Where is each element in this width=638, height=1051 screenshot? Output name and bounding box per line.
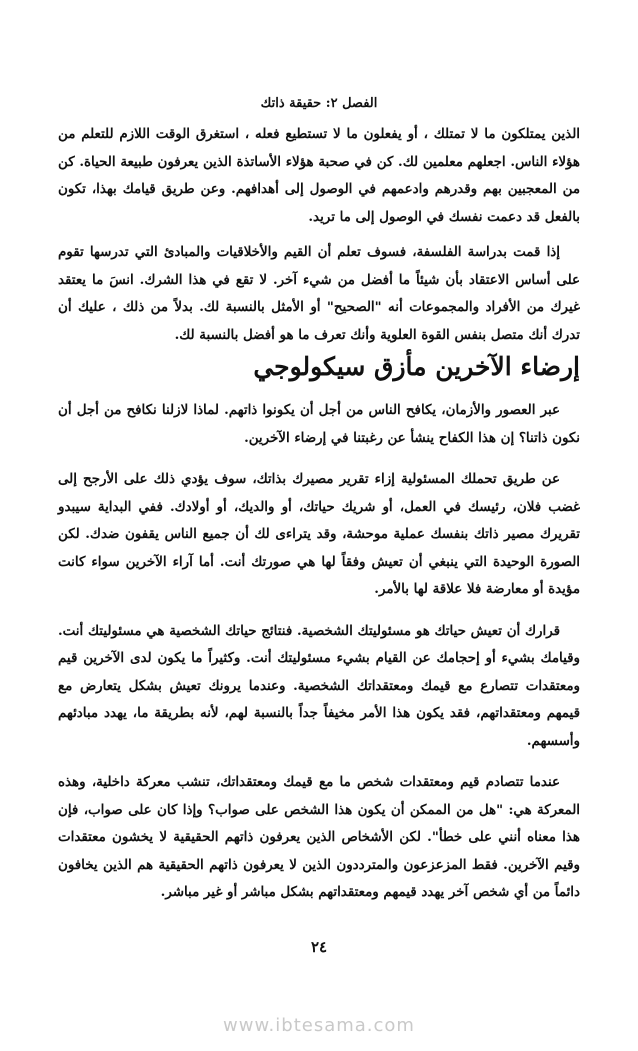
- paragraph: الذين يمتلكون ما لا تمتلك ، أو يفعلون ما لا تستطيع فعله ، استغرق الوقت اللازم للتعلم من هؤلاء الناس. اجعلهم معلمين لك. كن في صحبة هؤلاء الأساتذة الذين يعرفون طبيعة الحياة. كن من المعجبين بهم وقدرهم وادعمهم في الوصول إلى أهدافهم. وعن طريق قيامك بهذا، تكون بالفعل قد دعمت نفسك في الوصول إلى ما تريد.: [58, 126, 580, 225]
- book-page: [58, 0, 580, 1051]
- paragraph: قرارك أن تعيش حياتك هو مسئوليتك الشخصية. فنتائج حياتك الشخصية هي مسئوليتك أنت. وقيامك بشيء أو إحجامك عن القيام بشيء مسئوليتك أنت. وكثيراً ما يكون لدى الآخرين قيم ومعتقدات تتصارع مع قيمك ومعتقداتك الشخصية. وعندما يرونك تعيش بشكل يتعارض مع قيمهم ومعتقداتهم، فقد يكون هذا الأمر مخيفاً جداً بالنسبة لهم، لأنه بطريقة ما، يهدد مبادئهم وأسسهم.: [58, 622, 580, 749]
- website-watermark: www.ibtesama.com: [223, 1015, 415, 1036]
- paragraph: عندما تتصادم قيم ومعتقدات شخص ما مع قيمك ومعتقداتك، تنشب معركة داخلية، وهذه المعركة هي: "هل من الممكن أن يكون هذا الشخص على صواب؟ وإذا كان على صواب، فإن هذا معناه أنني على خطأ". لكن الأشخاص الذين يعرفون ذاتهم الحقيقية لا يخشون معتقدات وقيم الآخرين. فقط المزعزعون والمترددون الذين لا يعرفون ذاتهم الحقيقية هم الذين يخافون دائماً من أي شخص آخر يهدد قيمهم ومعتقداتهم بشكل مباشر أو غير مباشر.: [58, 774, 580, 900]
- paragraph: عبر العصور والأزمان، يكافح الناس من أجل أن يكونوا ذاتهم. لماذا لازلنا نكافح من أجل أن نكون ذاتنا؟ إن هذا الكفاح ينشأ عن رغبتنا في إرضاء الآخرين.: [58, 402, 580, 446]
- section-heading: إرضاء الآخرين مأزق سيكولوجي: [253, 352, 580, 381]
- intro-text-block: [58, 121, 580, 349]
- paragraph: إذا قمت بدراسة الفلسفة، فسوف تعلم أن القيم والأخلاقيات والمبادئ التي تدرسها تقوم على أساس الاعتقاد بأن شيئاً ما أفضل من شيء آخر. لا تقع في هذا الشرك. انسَ ما يعتقد غيرك من الأفراد والمجموعات أنه "الصحيح" أو الأمثل بالنسبة لك. بدلاً من ذلك ، عليك أن تدرك أنك متصل بنفس القوة العلوية وأنك تعرف ما هو أفضل بالنسبة لك.: [58, 244, 580, 343]
- paragraph: عن طريق تحملك المسئولية إزاء تقرير مصيرك بذاتك، سوف يؤدي ذلك على الأرجح إلى غضب فلان، رئيسك في العمل، أو شريك حياتك، أو والديك، أو أولادك. ففي البداية سيبدو تقريرك مصير ذاتك بنفسك عملية موحشة، وقد يتراءى لك أن جميع الناس يقفون ضدك. لكن الصورة الوحيدة التي ينبغي أن تعيش وفقاً لها هي صورتك أنت. أما آراء الآخرين سواء كانت مؤيدة أو معارضة فلا علاقة لها بالأمر.: [58, 471, 580, 597]
- page-number: ٢٤: [310, 938, 328, 956]
- section-text-block: [58, 397, 580, 907]
- chapter-running-header: الفصل ٢: حقيقة ذاتك: [260, 96, 378, 111]
